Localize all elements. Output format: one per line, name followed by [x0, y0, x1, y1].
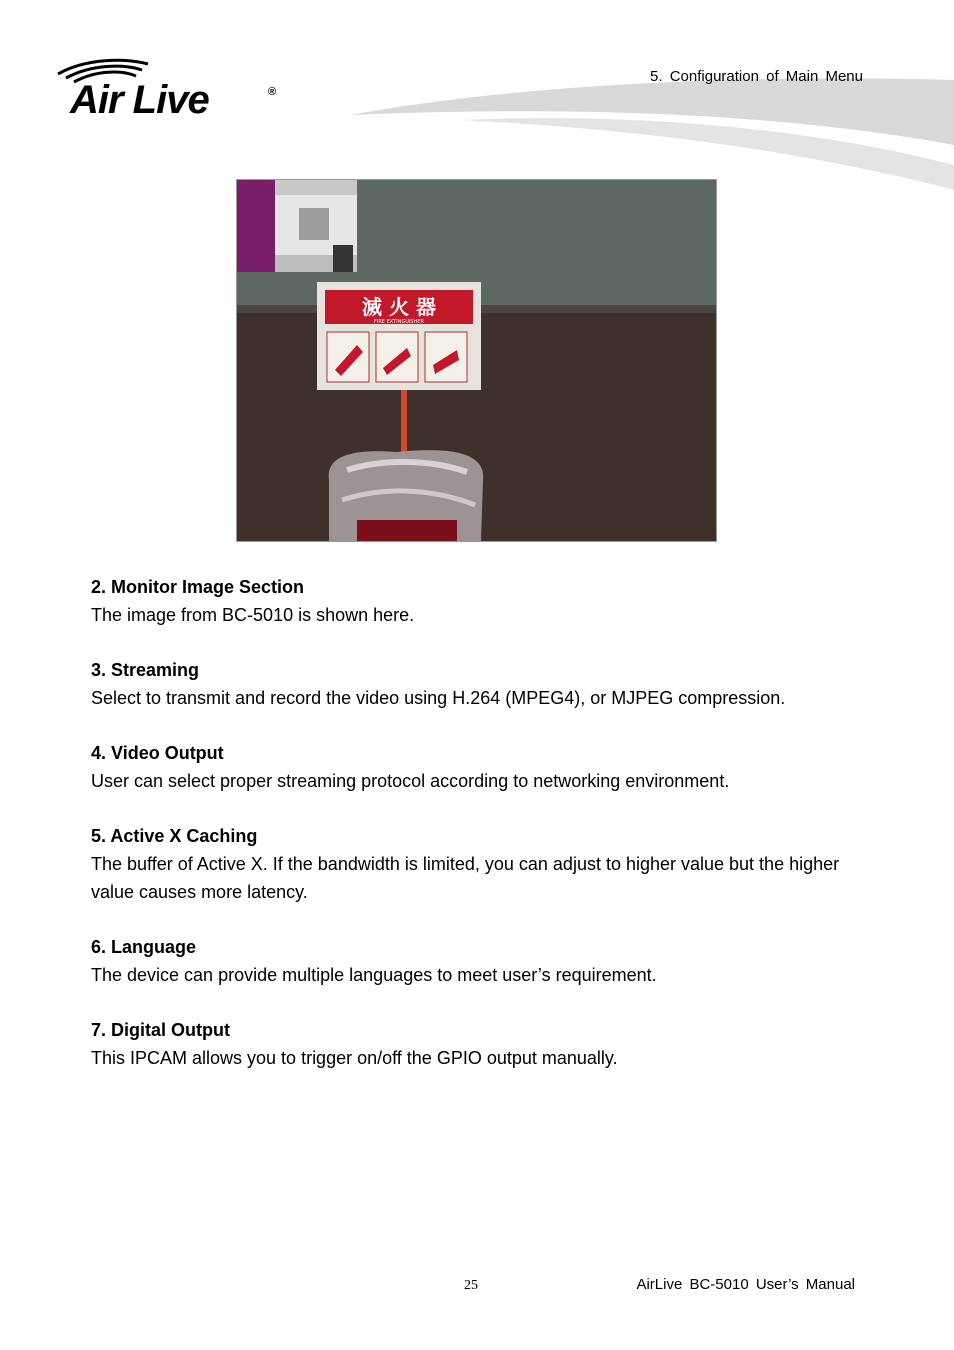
registered-mark: ® [268, 86, 277, 98]
section-body: The buffer of Active X. If the bandwidth is limited, you can adjust to higher value but the higher value causes more latency. [91, 854, 840, 902]
sign-subtitle: FIRE EXTINGUISHER [374, 319, 424, 325]
section-heading: 7. Digital Output [91, 1020, 230, 1040]
footer-manual-title: AirLive BC-5010 User’s Manual [636, 1276, 855, 1293]
section-language [91, 934, 861, 989]
section-monitor-image [91, 574, 861, 629]
section-body: Select to transmit and record the video using H.264 (MPEG4), or MJPEG compression. [91, 688, 786, 708]
sign-title: 滅 火 器 [362, 295, 436, 319]
main-content [91, 574, 861, 1100]
camera-snapshot [237, 180, 716, 541]
section-body: The image from BC-5010 is shown here. [91, 605, 415, 625]
section-activex-caching [91, 823, 861, 906]
extinguisher-bag [329, 450, 483, 541]
section-body: This IPCAM allows you to trigger on/off the GPIO output manually. [91, 1048, 618, 1068]
section-heading: 4. Video Output [91, 743, 224, 763]
section-video-output [91, 740, 861, 795]
airlive-logo [56, 56, 286, 128]
section-heading: 2. Monitor Image Section [91, 577, 305, 597]
monitor-image-figure [236, 179, 717, 542]
section-body: The device can provide multiple languages to meet user’s requirement. [91, 965, 657, 985]
section-heading: 6. Language [91, 937, 197, 957]
section-digital-output [91, 1017, 861, 1072]
page-number: 25 [464, 1278, 478, 1293]
section-heading: 3. Streaming [91, 660, 200, 680]
section-streaming [91, 657, 861, 712]
logo-wordmark: Air Live [70, 78, 209, 122]
thumbnail-inset [237, 180, 357, 272]
fire-extinguisher-sign [317, 282, 481, 390]
header-section-label: 5. Configuration of Main Menu [650, 68, 863, 85]
section-heading: 5. Active X Caching [91, 826, 258, 846]
section-body: User can select proper streaming protocol according to networking environment. [91, 771, 730, 791]
